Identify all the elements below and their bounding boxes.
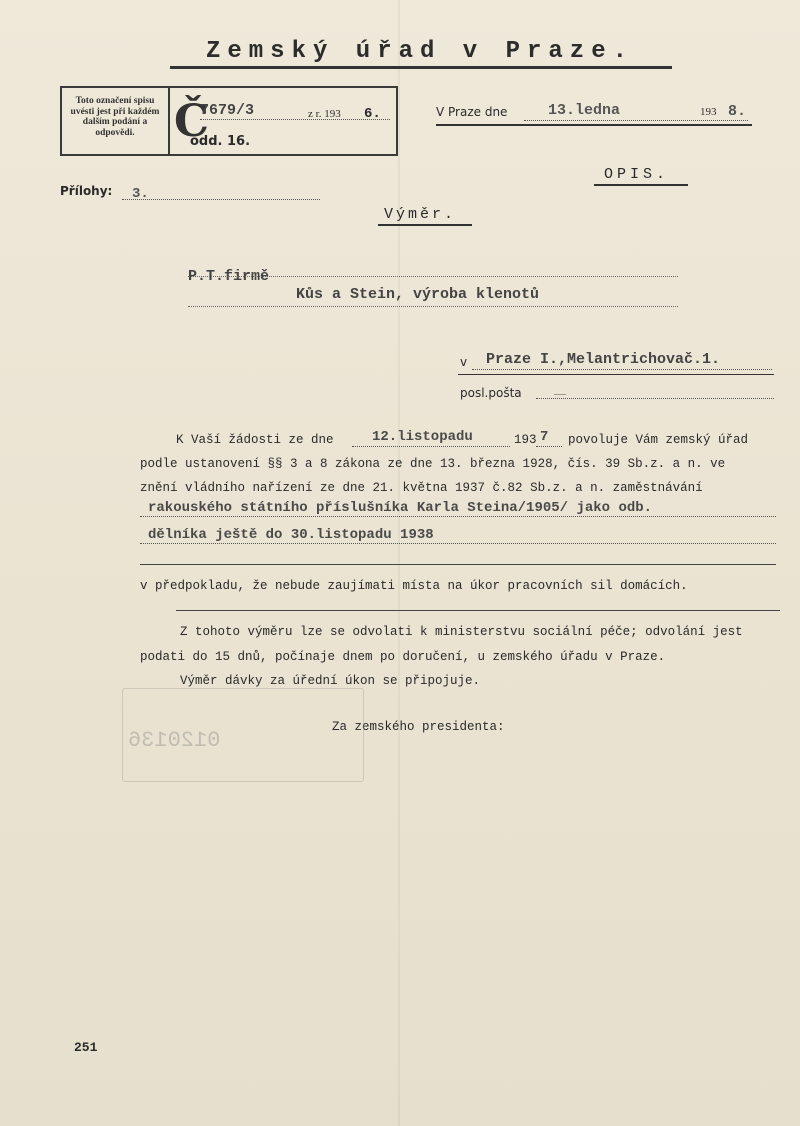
body-appeal-1: Z tohoto výměru lze se odvolati k ministerstvu sociální péče; odvolání jest xyxy=(180,625,743,639)
fill-dotline-2 xyxy=(140,543,776,544)
city-underline xyxy=(458,374,774,375)
opis-label: OPIS. xyxy=(604,166,670,183)
post-office-value: — xyxy=(554,386,566,400)
body-line-3: znění vládního nařízení ze dne 21. května 1937 č.82 Sb.z. a n. zaměstnávání xyxy=(140,481,703,495)
addressee-dotline-1 xyxy=(188,276,678,277)
reference-divider xyxy=(168,88,170,154)
body-p1-end: povoluje Vám zemský úřad xyxy=(568,433,749,447)
reference-letter: Č xyxy=(174,96,210,147)
date-dotline xyxy=(524,120,748,121)
reference-department: odd. 16. xyxy=(190,134,251,149)
attachments-label: Přílohy: xyxy=(60,184,113,198)
city-prefix: v xyxy=(460,355,468,369)
date-label: V Praze dne xyxy=(436,105,508,119)
city-value xyxy=(486,351,720,368)
paper-fold xyxy=(398,0,400,1126)
body-request-date: 12.listopadu xyxy=(372,429,473,445)
document-heading: Výměr. xyxy=(384,206,457,223)
year-digit-dotline xyxy=(536,446,562,447)
date-underline xyxy=(436,124,752,126)
body-year-prefix: 193 xyxy=(514,433,537,447)
body-fee: Výměr dávky za úřední úkon se připojuje. xyxy=(180,674,481,688)
body-line-2: podle ustanovení §§ 3 a 8 zákona ze dne 13. března 1928, čís. 39 Sb.z. a n. ve xyxy=(140,457,726,471)
attachments-value: 3. xyxy=(132,186,149,202)
city-name: Praze I.,Melantrichova xyxy=(486,351,685,368)
body-appeal-2: podati do 15 dnů, počínaje dnem po doručení, u zemského úřadu v Praze. xyxy=(140,650,666,664)
reference-year-label: z r. 193 xyxy=(308,108,341,120)
body-p1-start: K Vaší žádosti ze dne xyxy=(176,433,334,447)
page-number: 251 xyxy=(74,1040,98,1055)
body-fill-line-2: dělníka ještě do 30.listopadu 1938 xyxy=(148,527,434,543)
body-rule-1 xyxy=(140,564,776,565)
addressee-line-1: P.T.firmě xyxy=(188,268,270,285)
city-number: č.1. xyxy=(684,351,721,368)
reference-year-digit: 6. xyxy=(364,106,381,122)
reference-note: Toto označení spisu uvésti jest při každém dalším podání a odpovědi. xyxy=(70,96,160,138)
reference-number: 7679/3 xyxy=(200,102,255,119)
request-date-dotline xyxy=(352,446,510,447)
city-dotline xyxy=(472,369,772,370)
addressee-dotline-2 xyxy=(188,306,678,307)
reference-dotline xyxy=(200,119,390,120)
body-fill-line-1: rakouského státního příslušníka Karla Steina/1905/ jako odb. xyxy=(148,500,653,516)
date-value: 13.ledna xyxy=(548,102,621,119)
date-year-prefix: 193 xyxy=(700,106,717,118)
stamp-number: 0120136 xyxy=(128,728,221,753)
opis-underline xyxy=(594,184,688,186)
document-title: Zemský úřad v Praze. xyxy=(205,38,635,65)
signature-line: Za zemského presidenta: xyxy=(332,720,505,734)
post-office-label: posl.pošta xyxy=(460,386,522,400)
addressee-line-2: Kůs a Stein, výroba klenotů xyxy=(296,286,540,303)
heading-underline xyxy=(378,224,472,226)
attachments-dotline xyxy=(122,199,320,200)
post-office-dotline xyxy=(536,398,774,399)
fill-dotline-1 xyxy=(140,516,776,517)
title-underline xyxy=(170,66,672,69)
body-rule-2 xyxy=(176,610,780,611)
body-year-digit: 7 xyxy=(540,429,549,445)
body-line-4: v předpokladu, že nebude zaujímati místa na úkor pracovních sil domácích. xyxy=(140,579,688,593)
reference-box xyxy=(60,86,398,156)
date-year-digit: 8. xyxy=(728,103,747,120)
